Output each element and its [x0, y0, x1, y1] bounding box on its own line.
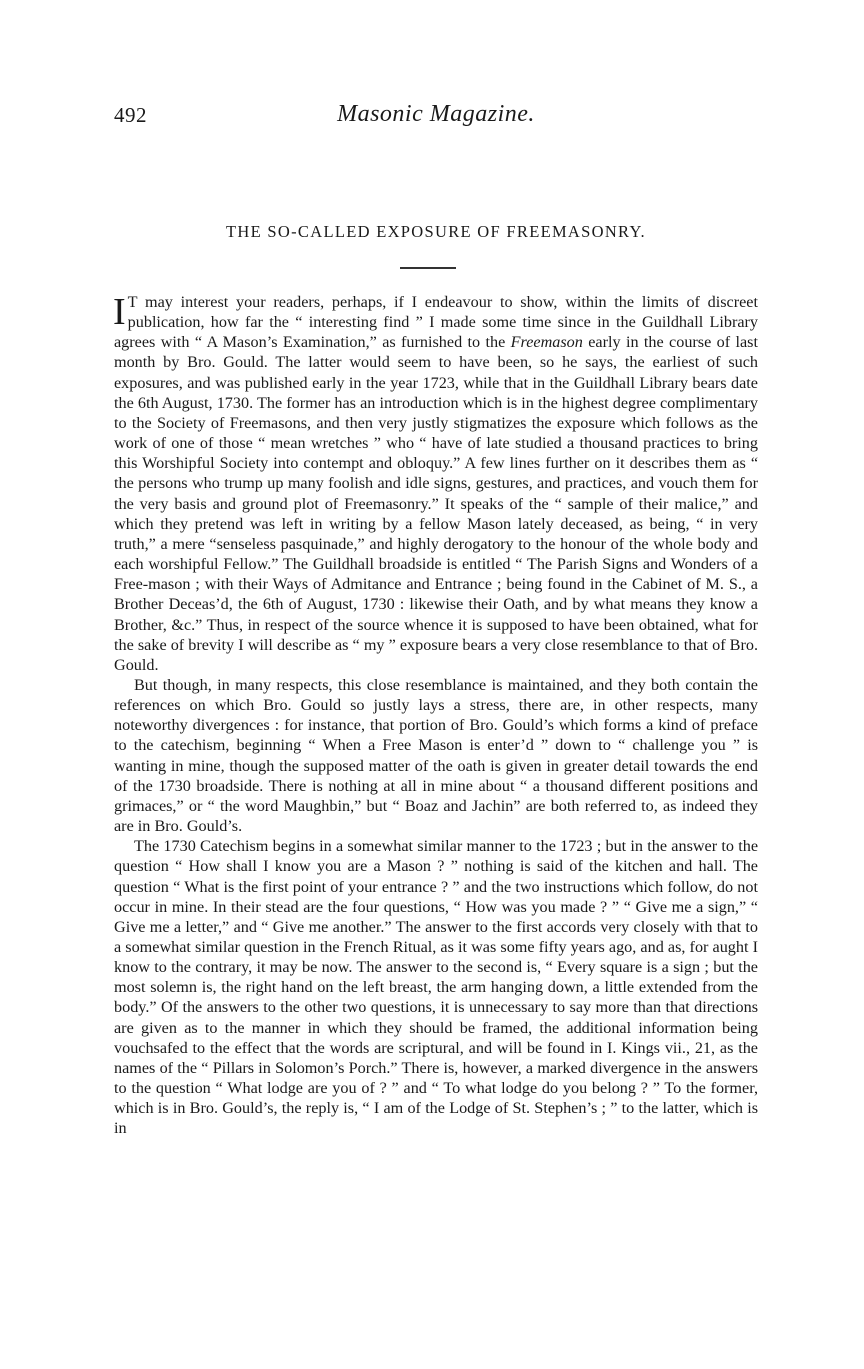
article-title: THE SO-CALLED EXPOSURE OF FREEMASONRY. [226, 222, 646, 241]
paragraph-1 [114, 292, 758, 675]
paragraph-3: The 1730 Catechism begins in a somewhat similar manner to the 1723 ; but in the answer to the question “ How shall I know you are a Mason ? ” nothing is said of the kitchen and hall. The question “ What is the first point of your entrance ? ” and the two instructions which follow, do not occur in mine. In their stead are the four questions, “ How was you made ? ” “ Give me a sign,” “ Give me a letter,” and “ Give me another.” The answer to the first accords very closely with that to a somewhat similar question in the French Ritual, as it was some fifty years ago, and as, for aught I know to the contrary, it may be now. The answer to the second is, “ Every square is a sign ; but the most solemn is, the right hand on the left breast, the arm hanging down, a little extended from the body.” Of the answers to the other two questions, it is unnecessary to say more than that directions are given as to the manner in which they should be framed, the additional information being vouchsafed to the effect that the words are scriptural, and will be found in I. Kings vii., 21, as the names of the “ Pillars in Solomon’s Porch.” There is, however, a marked divergence in the answers to the question “ What lodge are you of ? ” and “ To what lodge do you belong ? ” To the former, which is in Bro. Gould’s, the reply is, “ I am of the Lodge of St. Stephen’s ; ” to the latter, which is in [114, 837, 758, 1138]
page-number: 492 [114, 103, 147, 127]
paragraph-1-italic: Freemason [510, 333, 583, 352]
title-divider [400, 267, 456, 269]
paragraph-1-start: T may interest your readers, perhaps, if I endeavour to show, within the limits of discreet publication, how far the “ interesting find ” I made some time since in the Guildhall Library agrees with “ A Mason’s Examination,” as furnished to the [114, 293, 758, 352]
journal-title: Masonic Magazine. [337, 101, 535, 127]
drop-cap: I [113, 291, 126, 333]
article-body [114, 292, 758, 1139]
running-head [114, 103, 758, 133]
paragraph-1-rest: early in the course of last month by Bro. Gould. The latter would seem to have been, so he says, the earliest of such exposures, and was published early in the year 1723, while that in the Guildhall Library bears date the 6th August, 1730. The former has an introduction which is in the highest degree complimentary to the Society of Freemasons, and then very justly stigmatizes the exposure which follows as the work of one of those “ mean wretches ” who “ have of late studied a thousand practices to bring this Worshipful Society into contempt and obloquy.” A few lines further on it describes them as “ the persons who trump up many foolish and idle signs, gestures, and practices, and vouch them for the very basis and ground plot of Freemasonry.” It speaks of the “ sample of their malice,” and which they pretend was left in writing by a fellow Mason lately deceased, as being, “ in very truth,” a mere “senseless pasquinade,” and highly derogatory to the honour of the whole body and each worshipful Fellow.” The Guildhall broadside is entitled “ The Parish Signs and Wonders of a Free-mason ; with their Ways of Admitance and Entrance ; being found in the Cabinet of M. S., a Brother Deceas’d, the 6th of August, 1730 : likewise their Oath, and by what means they know a Brother, &c.” Thus, in respect of the source whence it is supposed to have been obtained, what for the sake of brevity I will describe as “ my ” exposure bears a very close resemblance to that of Bro. Gould. [114, 333, 758, 674]
paragraph-2: But though, in many respects, this close resemblance is maintained, and they both contain the references on which Bro. Gould so justly lays a stress, there are, in other respects, many noteworthy divergences : for instance, that portion of Bro. Gould’s which forms a kind of preface to the catechism, beginning “ When a Free Mason is enter’d ” down to “ challenge you ” is wanting in mine, though the supposed matter of the oath is given in greater detail towards the end of the 1730 broadside. There is nothing at all in mine about “ a thousand different positions and grimaces,” or “ the word Maughbin,” but “ Boaz and Jachin” are both referred to, as indeed they are in Bro. Gould’s. [114, 675, 758, 836]
